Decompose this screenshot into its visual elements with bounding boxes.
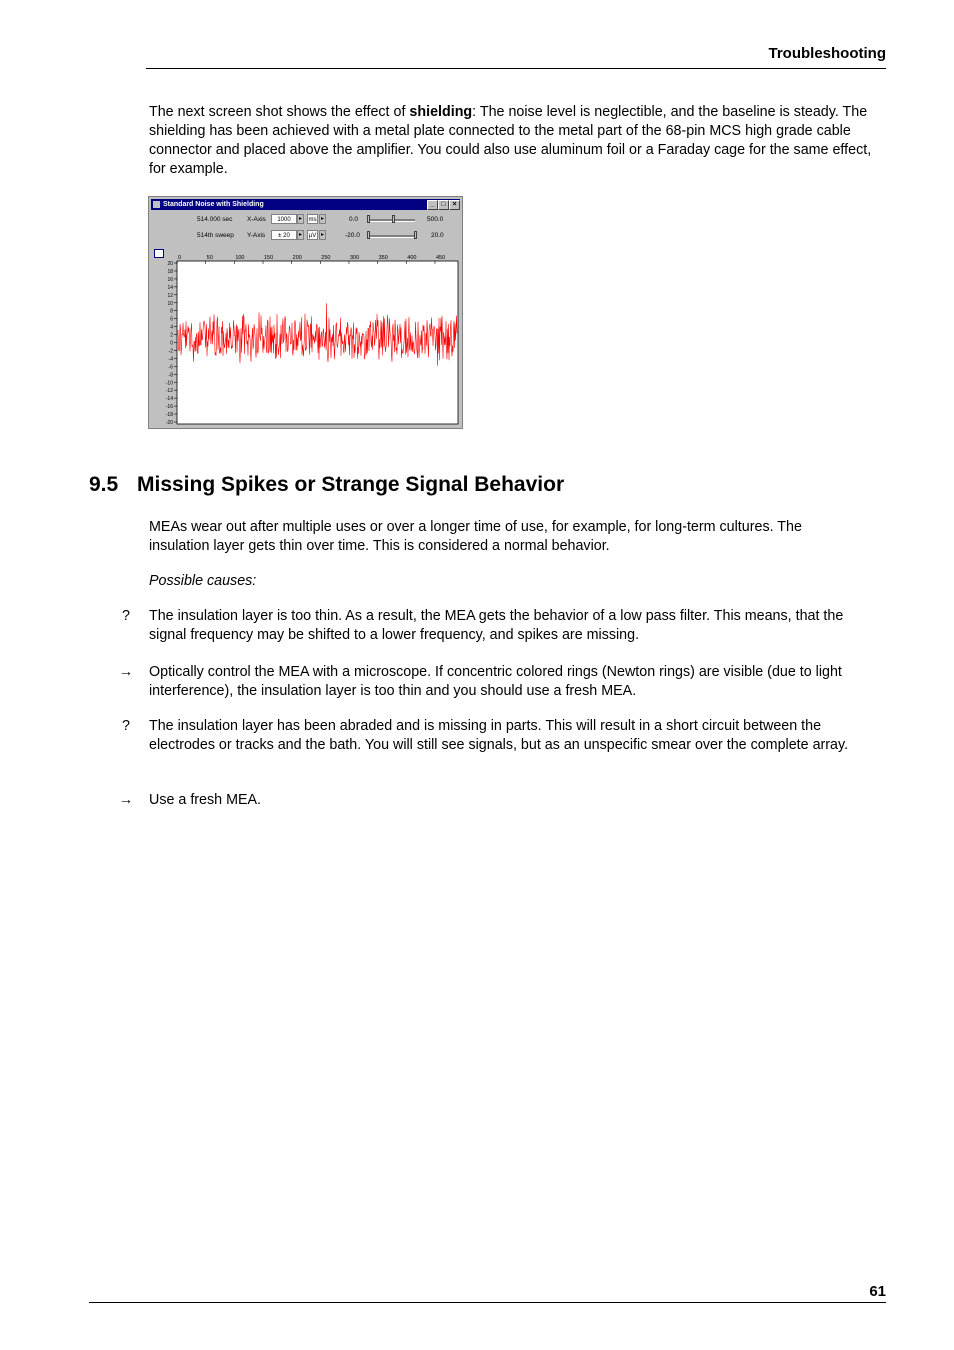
window-app-icon [153, 201, 160, 208]
remedy-arrow-icon: → [118, 664, 134, 680]
sweep-readout: 514th sweep [197, 232, 234, 239]
y-tick-label: -12 [165, 388, 173, 395]
x-tick-label: 0 [178, 255, 182, 261]
y-tick-label: -8 [168, 372, 173, 379]
y-tick-label: 20 [167, 261, 173, 267]
x-axis-slider[interactable] [367, 219, 415, 222]
y-tick-label: -18 [165, 412, 173, 419]
y-axis-slider-thumb-left[interactable] [367, 231, 370, 239]
running-header: Troubleshooting [768, 45, 886, 62]
y-axis-unit-field[interactable]: µV [307, 230, 318, 240]
intro-bold-term: shielding [409, 104, 473, 120]
x-tick-label: 200 [292, 255, 302, 261]
y-tick-label: 18 [167, 268, 173, 275]
time-readout: 514.000 sec [197, 216, 233, 223]
page-number: 61 [869, 1283, 886, 1300]
minimize-icon[interactable]: _ [427, 200, 438, 210]
x-axis-min: 0.0 [349, 216, 359, 223]
plot-area [151, 247, 460, 426]
y-tick-label: 16 [167, 276, 173, 283]
y-tick-label: 12 [167, 292, 173, 299]
x-axis-slider-thumb-right[interactable] [392, 215, 395, 223]
y-axis-label: Y-Axis [247, 232, 266, 239]
x-tick-label: 100 [235, 255, 245, 261]
y-tick-label: -2 [168, 348, 173, 355]
header-rule [146, 68, 886, 69]
y-axis-slider[interactable] [367, 235, 417, 238]
cause-text: The insulation layer has been abraded and is missing in parts. This will result in a short circuit between the electrodes or tracks and the bath. You will still see signals, but as an unspecific smear over the complete array. [149, 718, 849, 753]
x-tick-label: 300 [349, 255, 360, 261]
section-title: Missing Spikes or Strange Signal Behavior [137, 473, 565, 496]
y-tick-label: 4 [170, 324, 173, 331]
y-tick-label: 8 [170, 308, 173, 315]
y-tick-label: -6 [168, 364, 173, 371]
y-axis-spin-icon[interactable]: ▸ [298, 232, 302, 238]
x-axis-unit-spin-icon[interactable]: ▸ [320, 216, 324, 222]
x-tick-label: 400 [407, 255, 417, 261]
remedy-text: Optically control the MEA with a microscope. If concentric colored rings (Newton rings) are visible (due to light interference), the insulation layer is too thin and you should use a fresh MEA. [149, 664, 842, 699]
maximize-icon[interactable]: □ [438, 200, 449, 210]
axis-controls [151, 211, 460, 245]
footer-rule [89, 1302, 886, 1303]
y-tick-label: -10 [165, 380, 173, 387]
x-tick-label: 50 [206, 255, 213, 261]
y-axis-min: -20.0 [345, 232, 360, 239]
body-paragraph: MEAs wear out after multiple uses or over a longer time of use, for example, for long-term cultures. The insulation layer gets thin over time. This is considered a normal behavior. [149, 519, 802, 554]
x-tick-label: 250 [321, 255, 331, 261]
close-icon[interactable]: × [449, 200, 460, 210]
window-titlebar [151, 199, 460, 210]
y-tick-label: 14 [167, 284, 173, 291]
y-tick-label: -14 [165, 396, 173, 403]
noise-trace-plot [151, 247, 460, 426]
y-axis-value-field[interactable]: ± 20 [271, 230, 297, 240]
intro-paragraph [149, 103, 884, 179]
intro-text-pre: The next screen shot shows the effect of [149, 104, 410, 120]
x-tick-label: 450 [435, 255, 446, 261]
x-tick-label: 350 [378, 255, 388, 261]
possible-causes-label: Possible causes: [149, 573, 257, 589]
y-tick-label: -20 [165, 420, 173, 426]
intro-text-post: : The noise level is neglectible, and the baseline is steady. The shielding has been achieved with a metal plate connected to the metal part of the 68-pin MCS high grade cable connector and placed above the amplifier. You could also use aluminum foil or a Faraday cage for the same effect, for example. [149, 104, 872, 177]
x-axis-slider-thumb-left[interactable] [367, 215, 370, 223]
cause-text: The insulation layer is too thin. As a result, the MEA gets the behavior of a low pass filter. This means, that the signal frequency may be shifted to a lower frequency, and spikes are missing. [149, 608, 844, 643]
x-axis-value-field[interactable]: 1000 [271, 214, 297, 224]
y-axis-max: 20.0 [431, 232, 444, 239]
y-axis-slider-thumb-right[interactable] [414, 231, 417, 239]
screenshot-window [148, 196, 463, 429]
cause-marker: ? [122, 718, 130, 734]
y-tick-label: 2 [170, 332, 173, 339]
y-tick-label: -16 [165, 404, 173, 411]
y-tick-label: 6 [170, 316, 173, 323]
cause-marker: ? [122, 608, 130, 624]
y-tick-label: 0 [170, 340, 173, 347]
x-axis-spin-icon[interactable]: ▸ [298, 216, 302, 222]
y-axis-unit-spin-icon[interactable]: ▸ [320, 232, 324, 238]
section-number: 9.5 [89, 473, 119, 496]
remedy-text: Use a fresh MEA. [149, 792, 262, 808]
y-tick-label: 10 [167, 300, 173, 307]
x-axis-unit-field[interactable]: ms [307, 214, 318, 224]
x-axis-label: X-Axis [247, 216, 266, 223]
y-tick-label: -4 [168, 356, 173, 363]
x-axis-max: 500.0 [427, 216, 444, 223]
remedy-arrow-icon: → [118, 792, 134, 808]
window-title: Standard Noise with Shielding [163, 201, 264, 208]
section-heading [89, 473, 564, 497]
x-tick-label: 150 [263, 255, 274, 261]
